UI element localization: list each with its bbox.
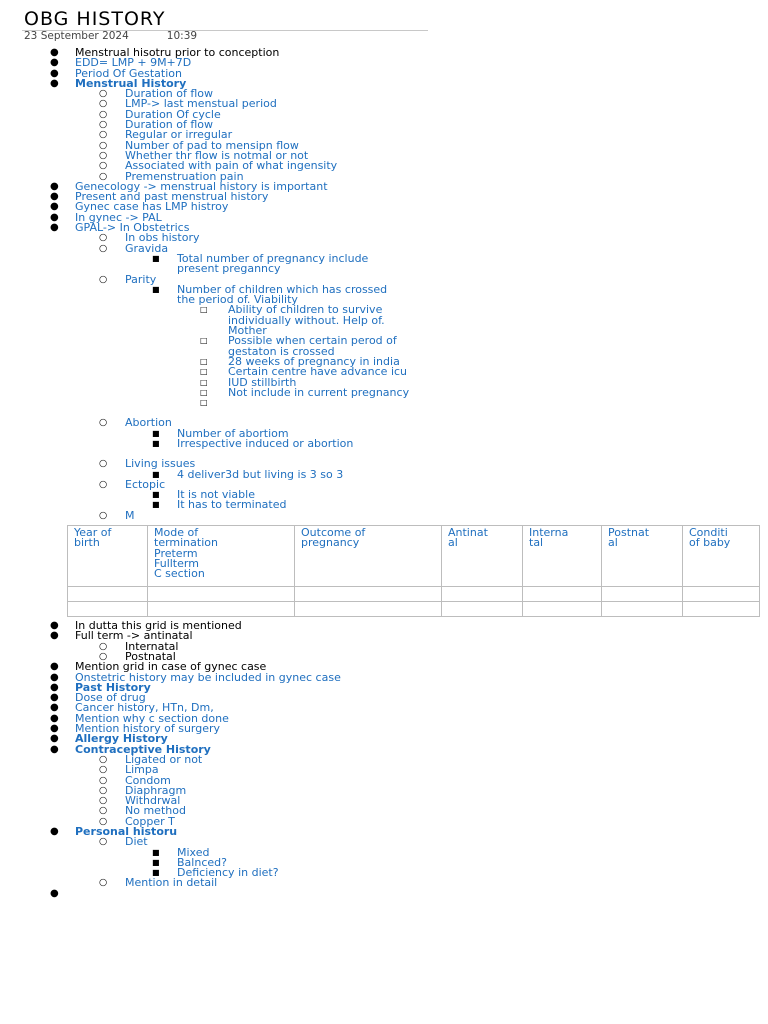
list-item-text: LMP-> last menstual period [125, 97, 277, 111]
bullet-icon: ○ [99, 160, 108, 172]
grid-header-text: termination [154, 536, 218, 550]
grid-header-text: C section [154, 567, 205, 581]
grid-header-cell[interactable] [442, 526, 523, 587]
grid-cell[interactable] [148, 587, 295, 602]
list-item-text: Limpa [125, 763, 159, 777]
list-item-text: 28 weeks of pregnancy in india [228, 354, 400, 368]
grid-header-cell[interactable] [68, 526, 148, 587]
grid-header-text: al [448, 536, 458, 550]
list-item-text: In gynec -> PAL [75, 210, 162, 224]
list-item-text: Certain centre have advance icu [228, 365, 408, 379]
list-item-text: Mention why c section done [75, 711, 229, 725]
list-item[interactable] [0, 773, 768, 787]
bullet-icon: □ [200, 356, 208, 366]
bullet-icon: ■ [152, 868, 160, 878]
list-item[interactable] [0, 426, 768, 440]
bullet-icon: ● [50, 887, 59, 899]
list-item-text: Contraceptive History [75, 742, 211, 756]
bullet-icon: ○ [99, 232, 108, 244]
bullet-icon: ○ [99, 774, 108, 786]
grid-header-text: pregnancy [301, 536, 360, 550]
list-item[interactable] [0, 282, 768, 307]
list-item-text: In obs history [125, 231, 200, 245]
list-item[interactable] [0, 878, 768, 888]
grid-header-text: Conditi [689, 526, 728, 540]
bullet-icon: ○ [99, 119, 108, 131]
list-item-text: It is not viable [177, 488, 255, 502]
bullet-icon: ○ [99, 478, 108, 490]
grid-cell[interactable] [442, 602, 523, 617]
list-item-text: Gravida [125, 241, 169, 255]
bullet-icon: ○ [99, 650, 108, 662]
bullet-icon: ● [50, 57, 59, 69]
bullet-icon: ○ [99, 242, 108, 254]
bullet-icon: ○ [99, 417, 108, 429]
bullet-icon: □ [200, 367, 208, 377]
bullet-icon: ■ [152, 847, 160, 857]
grid-cell[interactable] [442, 587, 523, 602]
list-item-text: Duration Of cycle [125, 107, 221, 121]
grid-header-text: al [608, 536, 618, 550]
bullet-icon: ■ [152, 857, 160, 867]
list-item-text: Parity [125, 272, 157, 286]
list-item-text: Copper T [125, 814, 175, 828]
grid-cell[interactable] [68, 587, 148, 602]
list-item[interactable] [0, 148, 768, 162]
list-item-text: Not include in current pregnancy [228, 385, 410, 399]
outline-list-bottom [0, 621, 768, 899]
bullet-icon: ○ [99, 129, 108, 141]
list-item-text: Postnatal [125, 649, 176, 663]
list-item[interactable] [0, 223, 768, 233]
list-item[interactable] [0, 508, 768, 522]
list-item[interactable] [0, 305, 768, 336]
list-item[interactable] [0, 385, 768, 399]
grid-cell[interactable] [602, 602, 683, 617]
grid-header-text: Preterm [154, 546, 198, 560]
list-item[interactable] [0, 367, 768, 377]
bullet-icon: ■ [152, 284, 160, 294]
grid-header-text: Mode of [154, 526, 199, 540]
list-item-text: Gynec case has LMP histroy [75, 200, 229, 214]
list-item[interactable] [0, 477, 768, 491]
list-item[interactable] [0, 418, 768, 428]
list-item-text: Ligated or not [125, 752, 203, 766]
list-item-text: Menstrual hisotru prior to conception [75, 46, 280, 59]
list-item[interactable] [0, 889, 768, 899]
obstetric-history-grid [67, 525, 760, 617]
list-item-text: Past History [75, 680, 151, 694]
bullet-icon: ○ [99, 139, 108, 151]
list-item[interactable] [0, 752, 768, 766]
list-item[interactable] [0, 783, 768, 797]
bullet-icon: ■ [152, 253, 160, 263]
list-item[interactable] [0, 130, 768, 140]
list-item-text: In dutta this grid is mentioned [75, 619, 242, 633]
note-time: 10:39 [166, 30, 198, 42]
bullet-icon: ○ [99, 764, 108, 776]
grid-header-cell[interactable] [523, 526, 602, 587]
list-item-text: Mention in detail [125, 876, 218, 890]
list-item-text: Living issues [125, 457, 196, 471]
list-item[interactable] [0, 796, 768, 806]
bullet-icon: ○ [99, 815, 108, 827]
bullet-icon: □ [200, 398, 208, 408]
bullet-icon: ○ [99, 753, 108, 765]
list-item-text: Balnced? [177, 855, 227, 869]
grid-cell[interactable] [602, 587, 683, 602]
list-item-text: Menstrual History [75, 76, 187, 90]
bullet-icon: ○ [99, 273, 108, 285]
list-item-text: Diet [125, 835, 148, 849]
list-item[interactable] [0, 827, 768, 837]
grid-cell[interactable] [148, 602, 295, 617]
grid-header-text: Fullterm [154, 556, 199, 570]
list-item[interactable] [0, 76, 768, 90]
bullet-icon: ● [50, 733, 59, 745]
list-item-text: Number of abortiom [177, 426, 289, 440]
list-item[interactable] [0, 436, 768, 450]
bullet-icon: ● [50, 723, 59, 735]
grid-row [68, 602, 760, 617]
list-item-text: Diaphragm [125, 783, 187, 797]
grid-cell[interactable] [68, 602, 148, 617]
bullet-icon: □ [200, 305, 208, 315]
grid-header-text: Outcome of [301, 526, 366, 540]
list-item[interactable] [0, 765, 768, 775]
note-body [0, 48, 768, 899]
grid-header-text: Year of [74, 526, 112, 540]
list-item[interactable] [0, 120, 768, 130]
bullet-icon: ○ [99, 805, 108, 817]
bullet-icon: ● [50, 692, 59, 704]
grid-header-text: of baby [689, 536, 731, 550]
bullet-icon: ○ [99, 640, 108, 652]
bullet-icon: ● [50, 671, 59, 683]
list-item[interactable] [0, 855, 768, 869]
bullet-icon: ○ [99, 877, 108, 889]
grid-header-text: Postnat [608, 526, 650, 540]
list-item-text: No method [125, 804, 186, 818]
list-item[interactable] [0, 99, 768, 109]
list-item-text: Onstetric history may be included in gynec case [75, 670, 341, 684]
bullet-icon: ● [50, 620, 59, 632]
grid-header-cell[interactable] [148, 526, 295, 587]
list-item-text: Possible when certain perod of gestaton is crossed [228, 334, 397, 358]
grid-cell[interactable] [683, 602, 760, 617]
bullet-icon: ○ [99, 108, 108, 120]
bullet-icon: ● [50, 743, 59, 755]
list-item[interactable] [0, 742, 768, 756]
bullet-icon: ● [50, 826, 59, 837]
outline-list-top [0, 48, 768, 521]
list-item-text: Associated with pain of what ingensity [125, 159, 338, 173]
list-item[interactable] [0, 251, 768, 276]
list-item-text: Irrespective induced or abortion [177, 436, 354, 450]
list-item-text: Period Of Gestation [75, 66, 182, 80]
list-item-text: Personal historu [75, 825, 178, 838]
bullet-icon: ○ [99, 170, 108, 182]
bullet-icon: ○ [99, 149, 108, 161]
list-item[interactable] [0, 806, 768, 816]
list-item-text: Whether thr flow is notmal or not [125, 148, 309, 162]
bullet-icon: ■ [152, 490, 160, 500]
bullet-icon: □ [200, 387, 208, 397]
grid-header-row [68, 526, 760, 587]
bullet-icon: ■ [152, 500, 160, 510]
list-item-text [75, 889, 395, 899]
list-item[interactable] [0, 631, 768, 641]
bullet-icon: ● [50, 211, 59, 223]
bullet-icon: ● [50, 77, 59, 89]
bullet-icon: ● [50, 191, 59, 203]
list-item-text: 4 deliver3d but living is 3 so 3 [177, 467, 344, 481]
grid-cell[interactable] [295, 587, 442, 602]
bullet-icon: ■ [152, 469, 160, 479]
bullet-icon: ● [50, 712, 59, 724]
list-item-text: Present and past menstrual history [75, 190, 269, 204]
list-item[interactable] [0, 500, 768, 510]
bullet-icon: ○ [99, 836, 108, 848]
list-item-text: Genecology -> menstrual history is important [75, 179, 328, 193]
list-item-text: Allergy History [75, 732, 168, 746]
list-item[interactable] [0, 138, 768, 152]
list-item-text: Cancer history, HTn, Dm, [75, 701, 214, 715]
list-item-text: Mention history of surgery [75, 722, 221, 736]
list-item-text: Ectopic [125, 477, 166, 491]
list-item-text: EDD= LMP + 9M+7D [75, 56, 192, 70]
bullet-icon: ○ [99, 795, 108, 807]
list-item-text: GPAL-> In Obstetrics [75, 221, 190, 235]
grid-cell[interactable] [295, 602, 442, 617]
grid-header-text: Interna [529, 526, 569, 540]
list-item-text: Full term -> antinatal [75, 629, 193, 643]
list-item[interactable] [0, 459, 768, 469]
spacer [0, 408, 768, 418]
list-item-text: Duration of flow [125, 87, 214, 101]
list-item-text: Premenstruation pain [125, 169, 244, 183]
list-item-text: Ability of children to survive individually without. Help of. Mother [228, 303, 385, 338]
bullet-icon: ● [50, 661, 59, 673]
grid-cell[interactable] [523, 587, 602, 602]
grid-header-cell[interactable] [295, 526, 442, 587]
list-item[interactable] [0, 233, 768, 243]
list-item-text [228, 398, 418, 408]
spacer [0, 449, 768, 459]
bullet-icon: ● [50, 630, 59, 642]
list-item[interactable] [0, 868, 768, 878]
list-item-text: Abortion [125, 416, 172, 430]
bullet-icon: ○ [99, 458, 108, 470]
bullet-icon: □ [200, 336, 208, 346]
bullet-icon: ● [50, 201, 59, 213]
bullet-icon: ○ [99, 88, 108, 100]
list-item-text: Internatal [125, 639, 179, 653]
list-item-text: Deficiency in diet? [177, 866, 279, 880]
bullet-icon: □ [200, 377, 208, 387]
grid-header-cell[interactable] [602, 526, 683, 587]
list-item-text: IUD stillbirth [228, 375, 297, 389]
grid-header-text: birth [74, 536, 100, 550]
list-item-text: Condom [125, 773, 171, 787]
list-item-text: Number of pad to mensipn flow [125, 138, 299, 152]
list-item[interactable] [0, 845, 768, 859]
grid-header-cell[interactable] [683, 526, 760, 587]
bullet-icon: ● [50, 681, 59, 693]
grid-header-text: Antinat [448, 526, 488, 540]
bullet-icon: ● [50, 180, 59, 192]
list-item[interactable] [0, 161, 768, 171]
list-item[interactable] [0, 398, 768, 408]
list-item-text: It has to terminated [177, 498, 287, 512]
list-item[interactable] [0, 837, 768, 847]
list-item-text: M [125, 508, 135, 522]
bullet-icon: ■ [152, 428, 160, 438]
list-item[interactable] [0, 467, 768, 481]
date-line [24, 30, 197, 42]
bullet-icon: ○ [99, 509, 108, 521]
grid-cell[interactable] [523, 602, 602, 617]
list-item-text: Number of children which has crossed the period of. Viability [177, 282, 388, 307]
bullet-icon: ● [50, 702, 59, 714]
grid-row [68, 587, 760, 602]
bullet-icon: ○ [99, 784, 108, 796]
grid-header-text: tal [529, 536, 544, 550]
list-item[interactable] [0, 107, 768, 121]
page-title: OBG HISTORY [24, 8, 166, 30]
note-date: 23 September 2024 [24, 30, 129, 42]
list-item[interactable] [0, 639, 768, 653]
list-item-text: Mixed [177, 845, 210, 859]
list-item[interactable] [0, 89, 768, 99]
list-item[interactable] [0, 336, 768, 357]
list-item-text: Withdrwal [125, 794, 181, 808]
list-item[interactable] [0, 241, 768, 255]
list-item-text: Mention grid in case of gynec case [75, 660, 267, 674]
list-item-text: Regular or irregular [125, 128, 233, 142]
list-item[interactable] [0, 490, 768, 500]
grid-cell[interactable] [683, 587, 760, 602]
bullet-icon: ● [50, 67, 59, 79]
list-item-text: Duration of flow [125, 118, 214, 132]
bullet-icon: ● [50, 47, 59, 58]
list-item-text: Dose of drug [75, 691, 146, 705]
bullet-icon: ● [50, 222, 59, 234]
bullet-icon: ○ [99, 98, 108, 110]
list-item-text: Total number of pregnancy include present preganncy [177, 251, 369, 276]
bullet-icon: ■ [152, 438, 160, 448]
